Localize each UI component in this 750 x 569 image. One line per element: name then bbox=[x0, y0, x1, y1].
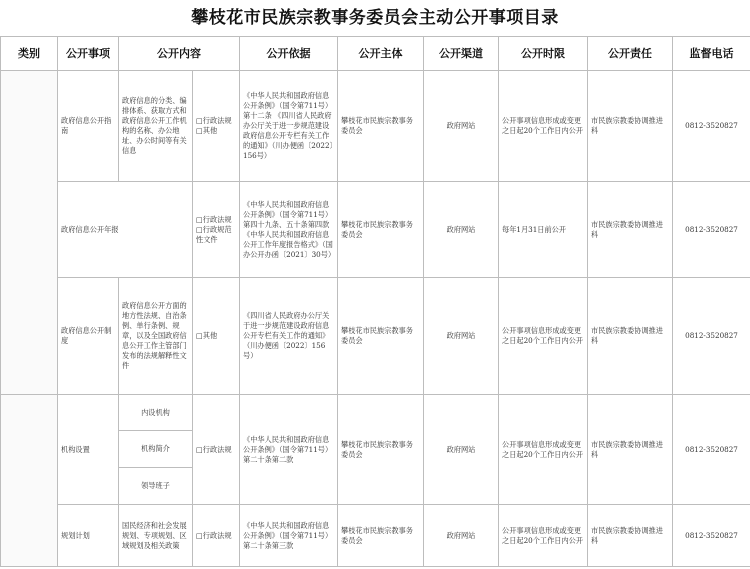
law-cell: 《中华人民共和国政府信息公开条例》（国令第711号）第四十九条、五十条第四款 《中华人民共和国政府信息公开工作年度报告格式》（国办公开办函〔2021〕30号） bbox=[240, 182, 338, 278]
time-cell: 公开事项信息形成或变更之日起20个工作日内公开 bbox=[499, 505, 588, 567]
content-cell: 政府信息的分类、编排体系、获取方式和政府信息公开工作机构的名称、办公地址、办公时间等有关信息 bbox=[119, 71, 193, 182]
category-cell bbox=[1, 395, 58, 567]
header-subject: 公开主体 bbox=[338, 37, 424, 71]
responsibility-cell: 市民族宗教委协调推进科 bbox=[588, 505, 673, 567]
subject-cell: 攀枝花市民族宗教事务委员会 bbox=[338, 395, 424, 505]
content-cell: 国民经济和社会发展规划、专项规划、区域规划及相关政策 bbox=[119, 505, 193, 567]
phone-cell: 0812-3520827 bbox=[673, 395, 750, 505]
responsibility-cell: 市民族宗教委协调推进科 bbox=[588, 278, 673, 395]
phone-cell: 0812-3520827 bbox=[673, 505, 750, 567]
sub-item-cell: 内设机构 bbox=[119, 395, 193, 431]
time-cell: 公开事项信息形成或变更之日起20个工作日内公开 bbox=[499, 71, 588, 182]
content-cell: 政府信息公开方面的地方性法规、自治条例、单行条例、规章，以及全国政府信息公开工作主管部门发布的法规解释性文件 bbox=[119, 278, 193, 395]
header-row bbox=[1, 37, 750, 71]
sub-item-cell: 机构简介 bbox=[119, 431, 193, 468]
law-cell: 《中华人民共和国政府信息公开条例》（国令第711号）第二十条第三款 bbox=[240, 505, 338, 567]
header-channel: 公开渠道 bbox=[424, 37, 499, 71]
header-category: 类别 bbox=[1, 37, 58, 71]
subject-cell: 攀枝花市民族宗教事务委员会 bbox=[338, 71, 424, 182]
basis-type-cell: □行政法规 bbox=[193, 505, 240, 567]
channel-cell: 政府网站 bbox=[424, 182, 499, 278]
table-row bbox=[1, 71, 750, 182]
channel-cell: 政府网站 bbox=[424, 395, 499, 505]
time-cell: 每年1月31日前公开 bbox=[499, 182, 588, 278]
phone-cell: 0812-3520827 bbox=[673, 278, 750, 395]
law-cell: 《中华人民共和国政府信息公开条例》（国令第711号）第二十条第二款 bbox=[240, 395, 338, 505]
responsibility-cell: 市民族宗教委协调推进科 bbox=[588, 71, 673, 182]
table-row bbox=[1, 395, 750, 431]
disclosure-table bbox=[0, 36, 750, 567]
item-cell: 政府信息公开制度 bbox=[58, 278, 119, 395]
subject-cell: 攀枝花市民族宗教事务委员会 bbox=[338, 278, 424, 395]
header-basis: 公开依据 bbox=[240, 37, 338, 71]
item-cell: 政府信息公开指南 bbox=[58, 71, 119, 182]
table-row bbox=[1, 505, 750, 567]
item-cell: 机构设置 bbox=[58, 395, 119, 505]
time-cell: 公开事项信息形成或变更之日起20个工作日内公开 bbox=[499, 395, 588, 505]
header-item: 公开事项 bbox=[58, 37, 119, 71]
header-responsibility: 公开责任 bbox=[588, 37, 673, 71]
subject-cell: 攀枝花市民族宗教事务委员会 bbox=[338, 505, 424, 567]
header-content: 公开内容 bbox=[119, 37, 240, 71]
header-time: 公开时限 bbox=[499, 37, 588, 71]
law-cell: 《中华人民共和国政府信息公开条例》（国令第711号）第十二条 《四川省人民政府办公厅关于进一步规范建设政府信息公开专栏有关工作的通知》（川办便函〔2022〕156号） bbox=[240, 71, 338, 182]
subject-cell: 攀枝花市民族宗教事务委员会 bbox=[338, 182, 424, 278]
basis-type-cell: □其他 bbox=[193, 278, 240, 395]
channel-cell: 政府网站 bbox=[424, 71, 499, 182]
channel-cell: 政府网站 bbox=[424, 505, 499, 567]
basis-type-cell: □行政法规 □行政规范性文件 bbox=[193, 182, 240, 278]
item-cell: 规划计划 bbox=[58, 505, 119, 567]
table-row bbox=[1, 278, 750, 395]
time-cell: 公开事项信息形成或变更之日起20个工作日内公开 bbox=[499, 278, 588, 395]
responsibility-cell: 市民族宗教委协调推进科 bbox=[588, 395, 673, 505]
phone-cell: 0812-3520827 bbox=[673, 71, 750, 182]
responsibility-cell: 市民族宗教委协调推进科 bbox=[588, 182, 673, 278]
basis-type-cell: □行政法规 □其他 bbox=[193, 71, 240, 182]
basis-type-cell: □行政法规 bbox=[193, 395, 240, 505]
header-phone: 监督电话 bbox=[673, 37, 750, 71]
page-title: 攀枝花市民族宗教事务委员会主动公开事项目录 bbox=[191, 8, 559, 28]
item-cell: 政府信息公开年报 bbox=[58, 182, 193, 278]
category-cell bbox=[1, 71, 58, 395]
table-row bbox=[1, 182, 750, 278]
law-cell: 《四川省人民政府办公厅关于进一步规范建设政府信息公开专栏有关工作的通知》（川办便函〔2022〕156号） bbox=[240, 278, 338, 395]
sub-item-cell: 领导班子 bbox=[119, 468, 193, 505]
phone-cell: 0812-3520827 bbox=[673, 182, 750, 278]
channel-cell: 政府网站 bbox=[424, 278, 499, 395]
